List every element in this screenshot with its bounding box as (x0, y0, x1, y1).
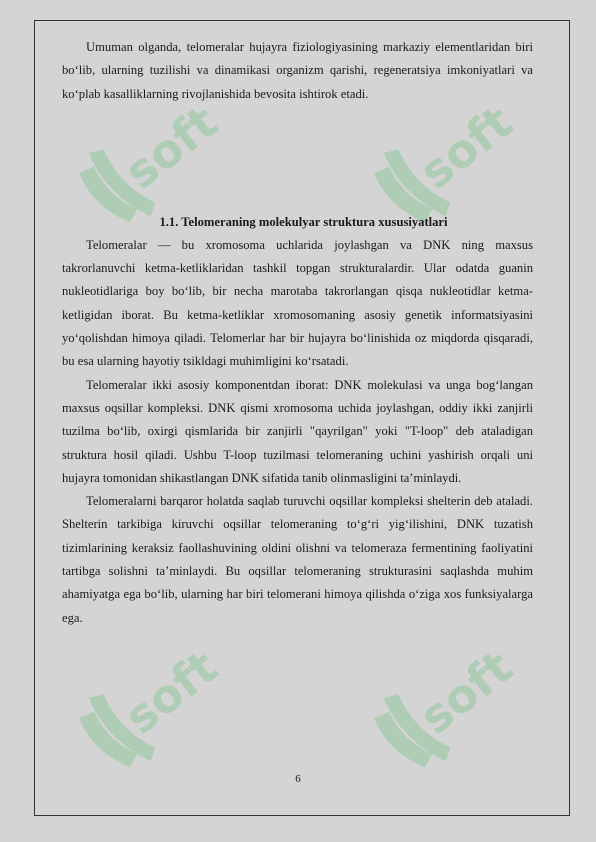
svg-text:soft: soft (409, 639, 523, 745)
body-paragraph: Telomeralarni barqaror holatda saqlab turuvchi oqsillar kompleksi shelterin deb ataladi. Shelterin tarkibiga kiruvchi oqsillar telomeraning to‘g‘ri yig‘ilishini, DNK tuzatish tizimlarining keraksiz faollashuvining oldini olishni va telomeraza fermentining faoliyatini tartibga solishni ta’minlaydi. Bu oqsillar telomeraning strukturasini saqlashda muhim ahamiyatga ega bo‘lib, ularning har biri telomerani himoya qilishda o‘ziga xos funksiyalarga ega. (62, 494, 533, 625)
svg-text:soft: soft (114, 639, 228, 745)
document-body (62, 36, 533, 630)
section-heading: 1.1. Telomeraning molekulyar struktura xususiyatlari (159, 214, 448, 229)
body-paragraph: Telomeralar ikki asosiy komponentdan iborat: DNK molekulasi va unga bog‘langan maxsus oqsillar kompleksi. DNK qismi xromosoma uchida joylashgan, oddiy ikki zanjirli tuzilma bo‘lib, oxirgi qismlarida bir zanjirli "qayrilgan" yoki "T-loop" deb ataladigan struktura hosil qiladi. Ushbu T-loop tuzilmasi telomeraning uchini yashirish orqali uni hujayra tomonidan shikastlangan DNK sifatida tanib olinmasligini ta’minlaydi. (62, 377, 533, 485)
page-number: 6 (295, 773, 301, 785)
svg-text:soft: soft (114, 94, 228, 200)
svg-text:soft: soft (409, 94, 523, 200)
spacer (62, 106, 533, 211)
body-paragraph: Telomeralar — bu xromosoma uchlarida joylashgan va DNK ning maxsus takrorlanuvchi ketma-ketliklaridan tashkil topgan strukturalardir. Ular odatda guanin nukleotidlariga boy bo‘lib, bir necha marotaba takrorlangan qisqa nukleotidlar ketma-ketligidan iborat. Bu ketma-ketliklar xromosomaning asosiy genetik informatsiyasini yo‘qolishdan himoya qiladi. Telomerlar har bir hujayra bo‘linishida oz miqdorda qisqaradi, bu esa ularning hayotiy tsikldagi muhimligini ko‘rsatadi. (62, 237, 533, 369)
intro-paragraph: Umuman olganda, telomeralar hujayra fiziologiyasining markaziy elementlaridan biri bo‘lib, ularning tuzilishi va dinamikasi organizm qarishi, regeneratsiya imkoniyatlari va ko‘plab kasalliklarning rivojlanishida bevosita ishtirok etadi. (62, 40, 533, 101)
